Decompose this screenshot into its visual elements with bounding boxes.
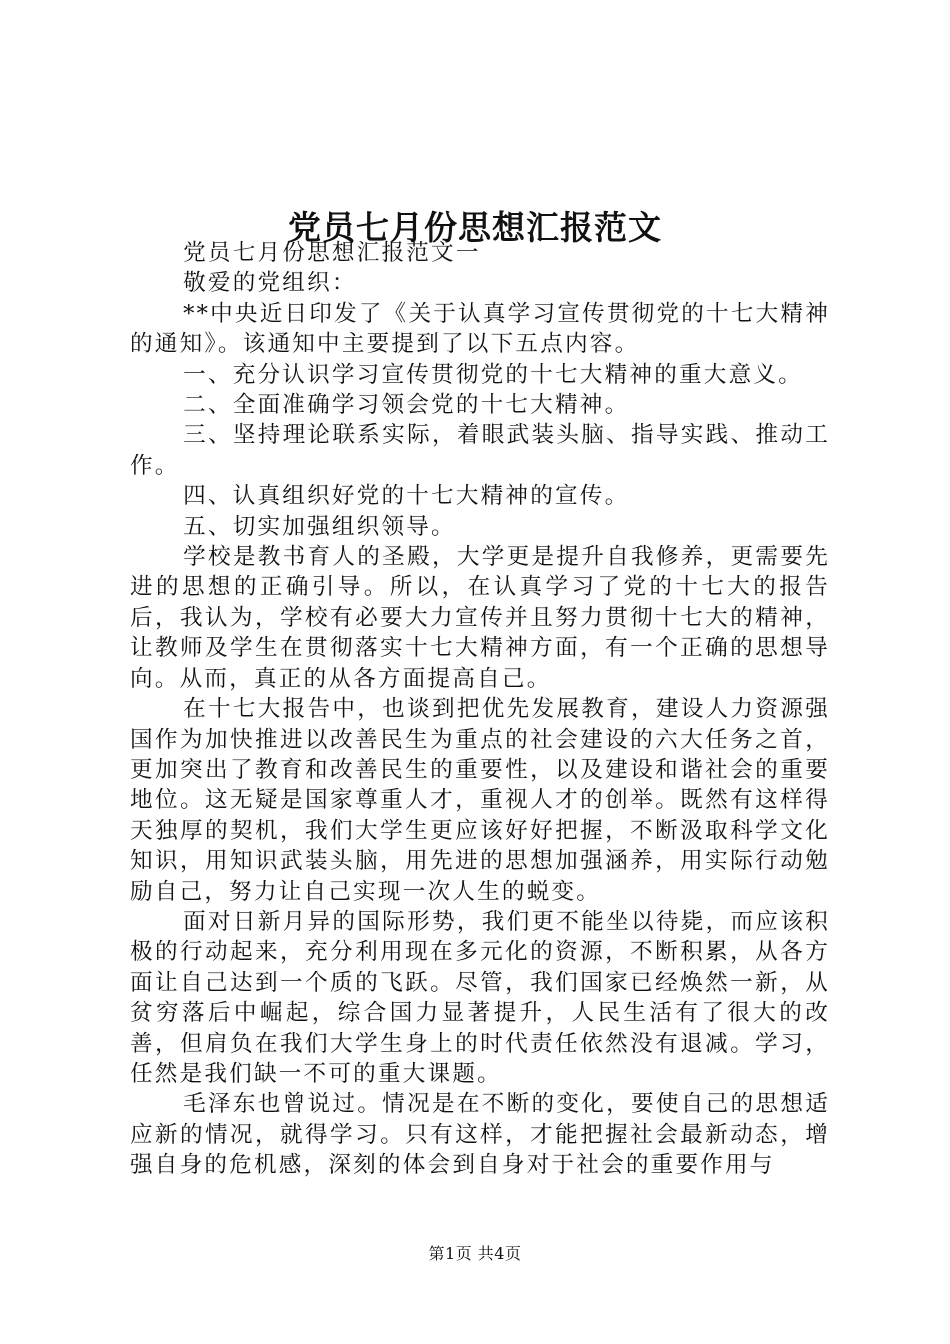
- paragraph-point-3: 三、坚持理论联系实际，着眼武装头脑、指导实践、推动工作。: [130, 422, 830, 479]
- paragraph-point-2: 二、全面准确学习领会党的十七大精神。: [183, 392, 630, 419]
- paragraph-salutation: 敬爱的党组织：: [183, 270, 357, 297]
- document-title: 党员七月份思想汇报范文: [288, 208, 662, 248]
- paragraph-school: 学校是教书育人的圣殿，大学更是提升自我修养，更需要先进的思想的正确引导。所以，在认真学习了党的十七大的报告后，我认为，学校有必要大力宣传并且努力贯彻十七大的精神，让教师及学生在贯彻落实十七大精神方面，有一个正确的思想导向。从而，真正的从各方面提高自己。: [130, 544, 830, 692]
- paragraph-mao: 毛泽东也曾说过。情况是在不断的变化，要使自己的思想适应新的情况，就得学习。只有这样，才能把握社会最新动态，增强自身的危机感，深刻的体会到自身对于社会的重要作用与: [130, 1091, 830, 1179]
- paragraph-subtitle: 党员七月份思想汇报范文一: [183, 240, 481, 266]
- paragraph-international: 面对日新月异的国际形势，我们更不能坐以待毙，而应该积极的行动起来，充分利用现在多元化的资源，不断积累，从各方面让自己达到一个质的飞跃。尽管，我们国家已经焕然一新，从贫穷落后中崛起，综合国力显著提升，人民生活有了很大的改善，但肩负在我们大学生身上的时代责任依然没有退减。学习，任然是我们缺一不可的重大课题。: [130, 908, 830, 1087]
- paragraph-notice: **中央近日印发了《关于认真学习宣传贯彻党的十七大精神的通知》。该通知中主要提到了以下五点内容。: [130, 300, 830, 358]
- document-body: [130, 238, 830, 1181]
- paragraph-report: 在十七大报告中，也谈到把优先发展教育，建设人力资源强国作为加快推进以改善民生为重点的社会建设的六大任务之首，更加突出了教育和改善民生的重要性，以及建设和谐社会的重要地位。这无疑是国家尊重人才，重视人才的创举。既然有这样得天独厚的契机，我们大学生更应该好好把握，不断汲取科学文化知识，用知识武装头脑，用先进的思想加强涵养，用实际行动勉励自己，努力让自己实现一次人生的蜕变。: [130, 696, 830, 905]
- paragraph-point-4: 四、认真组织好党的十七大精神的宣传。: [183, 483, 630, 510]
- paragraph-point-1: 一、充分认识学习宣传贯彻党的十七大精神的重大意义。: [183, 361, 803, 388]
- page-footer: 第1页 共4页: [428, 1244, 522, 1263]
- paragraph-point-5: 五、切实加强组织领导。: [183, 513, 456, 540]
